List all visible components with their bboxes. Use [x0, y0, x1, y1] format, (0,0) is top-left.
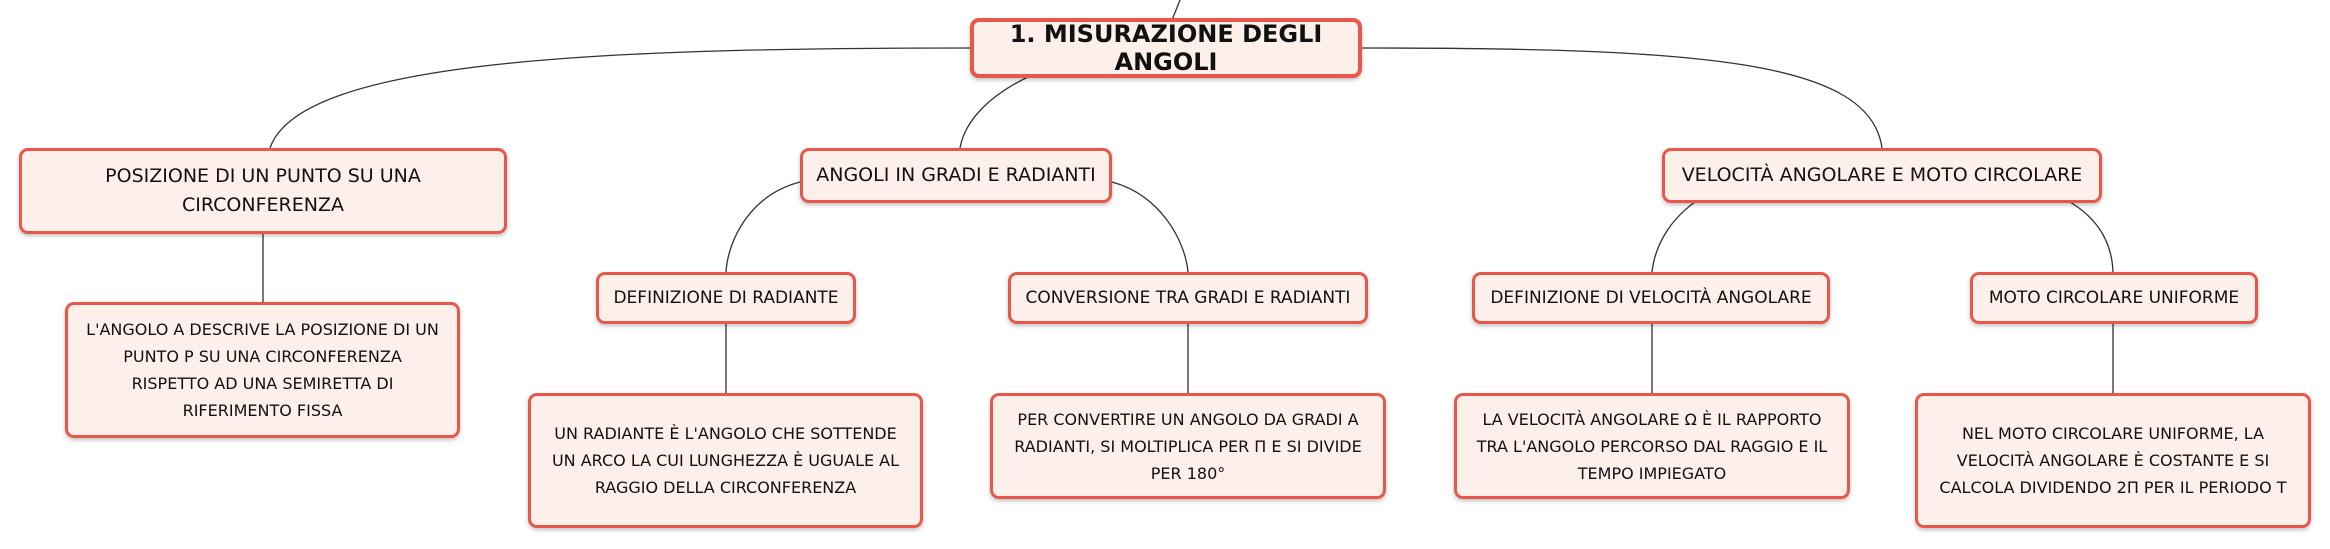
leaf-posizione-punto[interactable]	[65, 302, 460, 438]
connector-velocita-to-moto	[2070, 202, 2113, 272]
connector-angoli-to-conversione	[1112, 182, 1188, 272]
leaf-definizione-velocita-angolare-text: LA VELOCITÀ ANGOLARE Ω È IL RAPPORTO TRA L'ANGOLO PERCORSO DAL RAGGIO E IL TEMPO IMPIEGATO	[1476, 409, 1828, 483]
leaf-moto-circolare-uniforme[interactable]	[1915, 393, 2311, 528]
topic-velocita-moto-circolare-label: VELOCITÀ ANGOLARE E MOTO CIRCOLARE	[1681, 164, 2083, 186]
root-topic[interactable]	[970, 18, 1362, 78]
leaf-posizione-punto-text: L'ANGOLO Α DESCRIVE LA POSIZIONE DI UN PUNTO P SU UNA CIRCONFERENZA RISPETTO AD UNA SEMIRETTA DI RIFERIMENTO FISSA	[86, 320, 439, 420]
connector-velocita-to-def	[1652, 202, 1695, 272]
topic-definizione-radiante-label: DEFINIZIONE DI RADIANTE	[613, 287, 839, 308]
leaf-conversione-gradi-radianti-text: PER CONVERTIRE UN ANGOLO DA GRADI A RADIANTI, SI MOLTIPLICA PER Π E SI DIVIDE PER 180°	[1014, 409, 1362, 483]
topic-definizione-radiante[interactable]	[596, 272, 856, 324]
leaf-definizione-velocita-angolare[interactable]	[1454, 393, 1850, 499]
leaf-definizione-radiante[interactable]	[528, 393, 923, 528]
leaf-moto-circolare-uniforme-text: NEL MOTO CIRCOLARE UNIFORME, LA VELOCITÀ ANGOLARE È COSTANTE E SI CALCOLA DIVIDENDO 2Π PER IL PERIODO T	[1939, 424, 2287, 497]
root-topic-label: 1. MISURAZIONE DEGLI ANGOLI	[1009, 20, 1323, 76]
topic-moto-circolare-uniforme-label: MOTO CIRCOLARE UNIFORME	[1988, 287, 2240, 308]
topic-velocita-moto-circolare[interactable]	[1662, 148, 2102, 203]
leaf-definizione-radiante-text: UN RADIANTE È L'ANGOLO CHE SOTTENDE UN ARCO LA CUI LUNGHEZZA È UGUALE AL RAGGIO DELLA CIRCONFERENZA	[551, 424, 900, 497]
topic-conversione-gradi-radianti-label: CONVERSIONE TRA GRADI E RADIANTI	[1025, 287, 1351, 308]
topic-posizione-punto[interactable]	[19, 148, 507, 234]
connector-top-stub	[1172, 0, 1180, 20]
topic-posizione-punto-label: POSIZIONE DI UN PUNTO SU UNA CIRCONFERENZA	[105, 165, 421, 216]
connector-root-to-posizione	[270, 48, 970, 148]
connector-angoli-to-radiante	[726, 182, 800, 272]
topic-angoli-gradi-radianti[interactable]	[800, 148, 1112, 203]
topic-definizione-velocita-angolare[interactable]	[1472, 272, 1830, 324]
leaf-conversione-gradi-radianti[interactable]	[990, 393, 1386, 499]
topic-conversione-gradi-radianti[interactable]	[1008, 272, 1368, 324]
connector-root-to-velocita	[1362, 48, 1882, 148]
topic-moto-circolare-uniforme[interactable]	[1970, 272, 2258, 324]
topic-definizione-velocita-angolare-label: DEFINIZIONE DI VELOCITÀ ANGOLARE	[1490, 287, 1812, 308]
connector-root-to-angoli	[960, 76, 1030, 148]
topic-angoli-gradi-radianti-label: ANGOLI IN GRADI E RADIANTI	[816, 164, 1096, 186]
